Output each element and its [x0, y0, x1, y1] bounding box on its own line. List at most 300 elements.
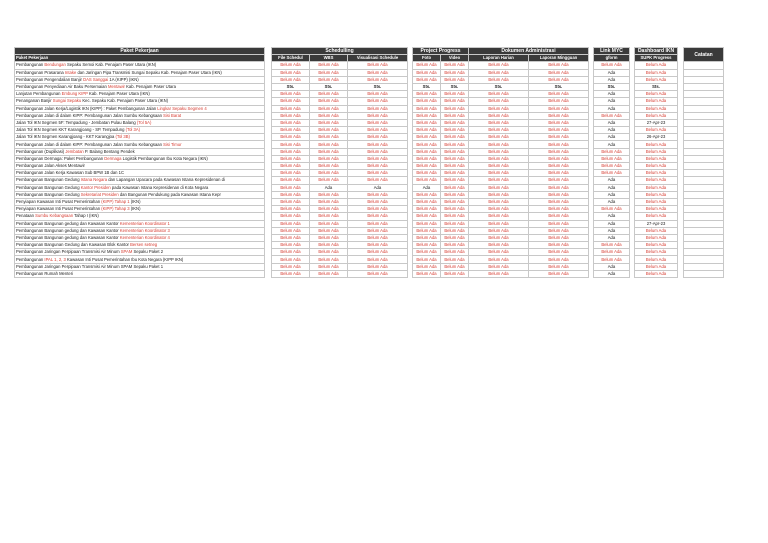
- gform-cell[interactable]: Ada: [594, 263, 630, 270]
- paket-name-cell[interactable]: [15, 242, 265, 249]
- foto-cell[interactable]: Belum Ada: [413, 213, 441, 220]
- video-cell[interactable]: Belum Ada: [441, 127, 469, 134]
- file-schedul-cell[interactable]: Belum Ada: [272, 256, 310, 263]
- gform-cell[interactable]: Ada: [594, 141, 630, 148]
- wbs-cell[interactable]: Belum Ada: [310, 170, 348, 177]
- visualisasi-cell[interactable]: Belum Ada: [348, 155, 408, 162]
- laporan-mingguan-cell[interactable]: Belum Ada: [529, 249, 589, 256]
- foto-cell[interactable]: Belum Ada: [413, 127, 441, 134]
- wbs-cell[interactable]: Belum Ada: [310, 270, 348, 277]
- catatan-cell[interactable]: [684, 234, 724, 241]
- laporan-harian-cell[interactable]: Belum Ada: [469, 191, 529, 198]
- wbs-cell[interactable]: Belum Ada: [310, 234, 348, 241]
- file-schedul-cell[interactable]: Belum Ada: [272, 270, 310, 277]
- laporan-mingguan-cell[interactable]: Belum Ada: [529, 213, 589, 220]
- file-schedul-cell[interactable]: Belum Ada: [272, 198, 310, 205]
- wbs-cell[interactable]: Belum Ada: [310, 127, 348, 134]
- file-schedul-cell[interactable]: Belum Ada: [272, 206, 310, 213]
- video-cell[interactable]: Belum Ada: [441, 242, 469, 249]
- laporan-mingguan-cell[interactable]: Belum Ada: [529, 91, 589, 98]
- foto-cell[interactable]: Belum Ada: [413, 119, 441, 126]
- paket-name-cell[interactable]: [15, 163, 265, 170]
- video-cell[interactable]: Belum Ada: [441, 112, 469, 119]
- video-cell[interactable]: Belum Ada: [441, 184, 469, 191]
- supk-progress-cell[interactable]: Belum Ada: [635, 127, 678, 134]
- gform-cell[interactable]: Belum Ada: [594, 170, 630, 177]
- laporan-harian-cell[interactable]: Belum Ada: [469, 234, 529, 241]
- gform-cell[interactable]: Belum Ada: [594, 155, 630, 162]
- laporan-harian-cell[interactable]: Belum Ada: [469, 134, 529, 141]
- video-cell[interactable]: Belum Ada: [441, 76, 469, 83]
- laporan-harian-cell[interactable]: Belum Ada: [469, 263, 529, 270]
- gform-cell[interactable]: Ada: [594, 220, 630, 227]
- foto-cell[interactable]: Belum Ada: [413, 91, 441, 98]
- laporan-mingguan-cell[interactable]: Belum Ada: [529, 105, 589, 112]
- paket-name-cell[interactable]: [15, 112, 265, 119]
- gform-cell[interactable]: Ada: [594, 227, 630, 234]
- visualisasi-cell[interactable]: Belum Ada: [348, 227, 408, 234]
- gform-cell[interactable]: Ada: [594, 184, 630, 191]
- supk-progress-cell[interactable]: 27-Apr-23: [635, 220, 678, 227]
- gform-cell[interactable]: Ada: [594, 134, 630, 141]
- file-schedul-cell[interactable]: Belum Ada: [272, 127, 310, 134]
- foto-cell[interactable]: Belum Ada: [413, 141, 441, 148]
- catatan-cell[interactable]: [684, 198, 724, 205]
- laporan-mingguan-cell[interactable]: Belum Ada: [529, 177, 589, 184]
- paket-name-cell[interactable]: [15, 62, 265, 69]
- visualisasi-cell[interactable]: Belum Ada: [348, 98, 408, 105]
- paket-name-cell[interactable]: [15, 263, 265, 270]
- wbs-cell[interactable]: Belum Ada: [310, 155, 348, 162]
- foto-cell[interactable]: Belum Ada: [413, 198, 441, 205]
- paket-name-cell[interactable]: [15, 141, 265, 148]
- wbs-cell[interactable]: Belum Ada: [310, 191, 348, 198]
- laporan-mingguan-cell[interactable]: Belum Ada: [529, 170, 589, 177]
- laporan-mingguan-cell[interactable]: Belum Ada: [529, 198, 589, 205]
- gform-cell[interactable]: Ada: [594, 191, 630, 198]
- video-cell[interactable]: Belum Ada: [441, 263, 469, 270]
- foto-cell[interactable]: Belum Ada: [413, 76, 441, 83]
- laporan-mingguan-cell[interactable]: Belum Ada: [529, 256, 589, 263]
- foto-cell[interactable]: Belum Ada: [413, 242, 441, 249]
- file-schedul-cell[interactable]: Belum Ada: [272, 148, 310, 155]
- gform-cell[interactable]: Ada: [594, 213, 630, 220]
- supk-progress-cell[interactable]: Belum Ada: [635, 213, 678, 220]
- file-schedul-cell[interactable]: Belum Ada: [272, 234, 310, 241]
- supk-progress-cell[interactable]: Belum Ada: [635, 163, 678, 170]
- visualisasi-cell[interactable]: Belum Ada: [348, 127, 408, 134]
- supk-progress-cell[interactable]: Belum Ada: [635, 263, 678, 270]
- file-schedul-cell[interactable]: Belum Ada: [272, 177, 310, 184]
- supk-progress-cell[interactable]: Belum Ada: [635, 184, 678, 191]
- gform-cell[interactable]: Belum Ada: [594, 256, 630, 263]
- file-schedul-cell[interactable]: Belum Ada: [272, 220, 310, 227]
- video-cell[interactable]: Belum Ada: [441, 256, 469, 263]
- wbs-cell[interactable]: Belum Ada: [310, 256, 348, 263]
- catatan-cell[interactable]: [684, 119, 724, 126]
- catatan-cell[interactable]: [684, 227, 724, 234]
- visualisasi-cell[interactable]: Belum Ada: [348, 148, 408, 155]
- laporan-harian-cell[interactable]: Belum Ada: [469, 62, 529, 69]
- wbs-cell[interactable]: Belum Ada: [310, 242, 348, 249]
- visualisasi-cell[interactable]: Belum Ada: [348, 141, 408, 148]
- supk-progress-cell[interactable]: Belum Ada: [635, 105, 678, 112]
- video-cell[interactable]: Belum Ada: [441, 206, 469, 213]
- laporan-mingguan-cell[interactable]: Belum Ada: [529, 112, 589, 119]
- video-cell[interactable]: Belum Ada: [441, 227, 469, 234]
- visualisasi-cell[interactable]: Belum Ada: [348, 76, 408, 83]
- catatan-cell[interactable]: [684, 155, 724, 162]
- laporan-harian-cell[interactable]: Belum Ada: [469, 127, 529, 134]
- foto-cell[interactable]: Belum Ada: [413, 227, 441, 234]
- foto-cell[interactable]: Belum Ada: [413, 177, 441, 184]
- catatan-cell[interactable]: [684, 127, 724, 134]
- paket-name-cell[interactable]: [15, 249, 265, 256]
- laporan-mingguan-cell[interactable]: Belum Ada: [529, 69, 589, 76]
- laporan-harian-cell[interactable]: Belum Ada: [469, 177, 529, 184]
- gform-cell[interactable]: Belum Ada: [594, 62, 630, 69]
- video-cell[interactable]: Belum Ada: [441, 198, 469, 205]
- paket-name-cell[interactable]: [15, 83, 265, 90]
- visualisasi-cell[interactable]: Belum Ada: [348, 249, 408, 256]
- wbs-cell[interactable]: Belum Ada: [310, 62, 348, 69]
- file-schedul-cell[interactable]: Belum Ada: [272, 141, 310, 148]
- wbs-cell[interactable]: Belum Ada: [310, 206, 348, 213]
- video-cell[interactable]: Belum Ada: [441, 213, 469, 220]
- laporan-mingguan-cell[interactable]: Belum Ada: [529, 206, 589, 213]
- visualisasi-cell[interactable]: Belum Ada: [348, 91, 408, 98]
- paket-name-cell[interactable]: [15, 98, 265, 105]
- paket-name-cell[interactable]: [15, 191, 265, 198]
- paket-name-cell[interactable]: [15, 105, 265, 112]
- laporan-mingguan-cell[interactable]: Belum Ada: [529, 220, 589, 227]
- paket-name-cell[interactable]: [15, 270, 265, 277]
- video-cell[interactable]: Belum Ada: [441, 141, 469, 148]
- paket-name-cell[interactable]: [15, 91, 265, 98]
- laporan-mingguan-cell[interactable]: Belum Ada: [529, 127, 589, 134]
- laporan-harian-cell[interactable]: Sts.: [469, 83, 529, 90]
- laporan-harian-cell[interactable]: Belum Ada: [469, 198, 529, 205]
- gform-cell[interactable]: Ada: [594, 119, 630, 126]
- catatan-cell[interactable]: [684, 213, 724, 220]
- gform-cell[interactable]: Belum Ada: [594, 163, 630, 170]
- visualisasi-cell[interactable]: Belum Ada: [348, 270, 408, 277]
- wbs-cell[interactable]: Ada: [310, 184, 348, 191]
- laporan-harian-cell[interactable]: Belum Ada: [469, 148, 529, 155]
- paket-name-cell[interactable]: [15, 69, 265, 76]
- gform-cell[interactable]: Ada: [594, 69, 630, 76]
- video-cell[interactable]: Belum Ada: [441, 148, 469, 155]
- wbs-cell[interactable]: Belum Ada: [310, 91, 348, 98]
- wbs-cell[interactable]: Belum Ada: [310, 134, 348, 141]
- video-cell[interactable]: Belum Ada: [441, 234, 469, 241]
- catatan-cell[interactable]: [684, 270, 724, 277]
- catatan-cell[interactable]: [684, 163, 724, 170]
- catatan-cell[interactable]: [684, 177, 724, 184]
- gform-cell[interactable]: Ada: [594, 76, 630, 83]
- supk-progress-cell[interactable]: Belum Ada: [635, 170, 678, 177]
- foto-cell[interactable]: Belum Ada: [413, 112, 441, 119]
- wbs-cell[interactable]: Belum Ada: [310, 148, 348, 155]
- gform-cell[interactable]: Ada: [594, 177, 630, 184]
- visualisasi-cell[interactable]: Belum Ada: [348, 242, 408, 249]
- gform-cell[interactable]: Ada: [594, 234, 630, 241]
- foto-cell[interactable]: Belum Ada: [413, 134, 441, 141]
- supk-progress-cell[interactable]: Belum Ada: [635, 249, 678, 256]
- video-cell[interactable]: Belum Ada: [441, 105, 469, 112]
- file-schedul-cell[interactable]: Belum Ada: [272, 62, 310, 69]
- wbs-cell[interactable]: Belum Ada: [310, 98, 348, 105]
- foto-cell[interactable]: Ada: [413, 184, 441, 191]
- gform-cell[interactable]: Ada: [594, 105, 630, 112]
- gform-cell[interactable]: Belum Ada: [594, 112, 630, 119]
- video-cell[interactable]: Belum Ada: [441, 98, 469, 105]
- visualisasi-cell[interactable]: Belum Ada: [348, 112, 408, 119]
- foto-cell[interactable]: Belum Ada: [413, 191, 441, 198]
- laporan-harian-cell[interactable]: Belum Ada: [469, 155, 529, 162]
- catatan-cell[interactable]: [684, 170, 724, 177]
- supk-progress-cell[interactable]: Belum Ada: [635, 242, 678, 249]
- laporan-harian-cell[interactable]: Belum Ada: [469, 242, 529, 249]
- catatan-cell[interactable]: [684, 98, 724, 105]
- file-schedul-cell[interactable]: Belum Ada: [272, 249, 310, 256]
- catatan-cell[interactable]: [684, 256, 724, 263]
- video-cell[interactable]: Belum Ada: [441, 163, 469, 170]
- wbs-cell[interactable]: Sts.: [310, 83, 348, 90]
- laporan-mingguan-cell[interactable]: Belum Ada: [529, 234, 589, 241]
- video-cell[interactable]: Belum Ada: [441, 270, 469, 277]
- file-schedul-cell[interactable]: Belum Ada: [272, 155, 310, 162]
- laporan-mingguan-cell[interactable]: Belum Ada: [529, 98, 589, 105]
- laporan-harian-cell[interactable]: Belum Ada: [469, 141, 529, 148]
- visualisasi-cell[interactable]: Belum Ada: [348, 62, 408, 69]
- laporan-harian-cell[interactable]: Belum Ada: [469, 270, 529, 277]
- supk-progress-cell[interactable]: Belum Ada: [635, 141, 678, 148]
- file-schedul-cell[interactable]: Belum Ada: [272, 134, 310, 141]
- paket-name-cell[interactable]: [15, 155, 265, 162]
- laporan-harian-cell[interactable]: Belum Ada: [469, 163, 529, 170]
- video-cell[interactable]: Belum Ada: [441, 62, 469, 69]
- foto-cell[interactable]: Belum Ada: [413, 256, 441, 263]
- gform-cell[interactable]: Ada: [594, 127, 630, 134]
- paket-name-cell[interactable]: [15, 134, 265, 141]
- gform-cell[interactable]: Ada: [594, 270, 630, 277]
- supk-progress-cell[interactable]: Belum Ada: [635, 155, 678, 162]
- paket-name-cell[interactable]: [15, 184, 265, 191]
- laporan-harian-cell[interactable]: Belum Ada: [469, 76, 529, 83]
- supk-progress-cell[interactable]: Belum Ada: [635, 177, 678, 184]
- foto-cell[interactable]: Sts.: [413, 83, 441, 90]
- laporan-mingguan-cell[interactable]: Belum Ada: [529, 184, 589, 191]
- visualisasi-cell[interactable]: Belum Ada: [348, 234, 408, 241]
- wbs-cell[interactable]: Belum Ada: [310, 177, 348, 184]
- video-cell[interactable]: Belum Ada: [441, 155, 469, 162]
- gform-cell[interactable]: Sts.: [594, 83, 630, 90]
- foto-cell[interactable]: Belum Ada: [413, 220, 441, 227]
- laporan-mingguan-cell[interactable]: Belum Ada: [529, 62, 589, 69]
- visualisasi-cell[interactable]: Belum Ada: [348, 263, 408, 270]
- supk-progress-cell[interactable]: Belum Ada: [635, 76, 678, 83]
- foto-cell[interactable]: Belum Ada: [413, 206, 441, 213]
- wbs-cell[interactable]: Belum Ada: [310, 163, 348, 170]
- visualisasi-cell[interactable]: Belum Ada: [348, 198, 408, 205]
- catatan-cell[interactable]: [684, 191, 724, 198]
- supk-progress-cell[interactable]: Belum Ada: [635, 234, 678, 241]
- catatan-cell[interactable]: [684, 76, 724, 83]
- catatan-cell[interactable]: [684, 206, 724, 213]
- catatan-cell[interactable]: [684, 112, 724, 119]
- file-schedul-cell[interactable]: Sts.: [272, 83, 310, 90]
- catatan-cell[interactable]: [684, 220, 724, 227]
- visualisasi-cell[interactable]: Belum Ada: [348, 191, 408, 198]
- file-schedul-cell[interactable]: Belum Ada: [272, 263, 310, 270]
- laporan-mingguan-cell[interactable]: Sts.: [529, 83, 589, 90]
- video-cell[interactable]: Belum Ada: [441, 69, 469, 76]
- foto-cell[interactable]: Belum Ada: [413, 105, 441, 112]
- gform-cell[interactable]: Ada: [594, 98, 630, 105]
- wbs-cell[interactable]: Belum Ada: [310, 105, 348, 112]
- visualisasi-cell[interactable]: Belum Ada: [348, 69, 408, 76]
- paket-name-cell[interactable]: [15, 220, 265, 227]
- wbs-cell[interactable]: Belum Ada: [310, 220, 348, 227]
- catatan-cell[interactable]: [684, 242, 724, 249]
- video-cell[interactable]: Belum Ada: [441, 170, 469, 177]
- wbs-cell[interactable]: Belum Ada: [310, 76, 348, 83]
- video-cell[interactable]: Sts.: [441, 83, 469, 90]
- paket-name-cell[interactable]: [15, 213, 265, 220]
- gform-cell[interactable]: Ada: [594, 198, 630, 205]
- laporan-harian-cell[interactable]: Belum Ada: [469, 170, 529, 177]
- file-schedul-cell[interactable]: Belum Ada: [272, 213, 310, 220]
- visualisasi-cell[interactable]: Belum Ada: [348, 177, 408, 184]
- laporan-harian-cell[interactable]: Belum Ada: [469, 91, 529, 98]
- file-schedul-cell[interactable]: Belum Ada: [272, 91, 310, 98]
- video-cell[interactable]: Belum Ada: [441, 220, 469, 227]
- visualisasi-cell[interactable]: Belum Ada: [348, 220, 408, 227]
- gform-cell[interactable]: Belum Ada: [594, 242, 630, 249]
- foto-cell[interactable]: Belum Ada: [413, 170, 441, 177]
- foto-cell[interactable]: Belum Ada: [413, 69, 441, 76]
- paket-name-cell[interactable]: [15, 206, 265, 213]
- laporan-harian-cell[interactable]: Belum Ada: [469, 227, 529, 234]
- supk-progress-cell[interactable]: Sts.: [635, 83, 678, 90]
- laporan-mingguan-cell[interactable]: Belum Ada: [529, 191, 589, 198]
- file-schedul-cell[interactable]: Belum Ada: [272, 105, 310, 112]
- file-schedul-cell[interactable]: Belum Ada: [272, 76, 310, 83]
- foto-cell[interactable]: Belum Ada: [413, 62, 441, 69]
- file-schedul-cell[interactable]: Belum Ada: [272, 98, 310, 105]
- file-schedul-cell[interactable]: Belum Ada: [272, 184, 310, 191]
- laporan-harian-cell[interactable]: Belum Ada: [469, 220, 529, 227]
- supk-progress-cell[interactable]: Belum Ada: [635, 191, 678, 198]
- gform-cell[interactable]: Belum Ada: [594, 206, 630, 213]
- laporan-harian-cell[interactable]: Belum Ada: [469, 69, 529, 76]
- supk-progress-cell[interactable]: 27-Apr-23: [635, 119, 678, 126]
- gform-cell[interactable]: Ada: [594, 91, 630, 98]
- visualisasi-cell[interactable]: Belum Ada: [348, 119, 408, 126]
- visualisasi-cell[interactable]: Belum Ada: [348, 170, 408, 177]
- supk-progress-cell[interactable]: 26-Apr-23: [635, 134, 678, 141]
- laporan-mingguan-cell[interactable]: Belum Ada: [529, 76, 589, 83]
- foto-cell[interactable]: Belum Ada: [413, 249, 441, 256]
- wbs-cell[interactable]: Belum Ada: [310, 227, 348, 234]
- file-schedul-cell[interactable]: Belum Ada: [272, 227, 310, 234]
- catatan-cell[interactable]: [684, 249, 724, 256]
- laporan-harian-cell[interactable]: Belum Ada: [469, 98, 529, 105]
- file-schedul-cell[interactable]: Belum Ada: [272, 242, 310, 249]
- supk-progress-cell[interactable]: Belum Ada: [635, 91, 678, 98]
- file-schedul-cell[interactable]: Belum Ada: [272, 191, 310, 198]
- video-cell[interactable]: Belum Ada: [441, 91, 469, 98]
- gform-cell[interactable]: Belum Ada: [594, 249, 630, 256]
- laporan-mingguan-cell[interactable]: Belum Ada: [529, 155, 589, 162]
- supk-progress-cell[interactable]: Belum Ada: [635, 62, 678, 69]
- catatan-cell[interactable]: [684, 148, 724, 155]
- laporan-mingguan-cell[interactable]: Belum Ada: [529, 119, 589, 126]
- wbs-cell[interactable]: Belum Ada: [310, 119, 348, 126]
- foto-cell[interactable]: Belum Ada: [413, 98, 441, 105]
- paket-name-cell[interactable]: [15, 227, 265, 234]
- laporan-mingguan-cell[interactable]: Belum Ada: [529, 242, 589, 249]
- supk-progress-cell[interactable]: Belum Ada: [635, 198, 678, 205]
- supk-progress-cell[interactable]: Belum Ada: [635, 256, 678, 263]
- video-cell[interactable]: Belum Ada: [441, 249, 469, 256]
- visualisasi-cell[interactable]: Belum Ada: [348, 206, 408, 213]
- laporan-harian-cell[interactable]: Belum Ada: [469, 249, 529, 256]
- laporan-mingguan-cell[interactable]: Belum Ada: [529, 263, 589, 270]
- catatan-cell[interactable]: [684, 134, 724, 141]
- file-schedul-cell[interactable]: Belum Ada: [272, 69, 310, 76]
- catatan-cell[interactable]: [684, 69, 724, 76]
- foto-cell[interactable]: Belum Ada: [413, 155, 441, 162]
- laporan-mingguan-cell[interactable]: Belum Ada: [529, 227, 589, 234]
- laporan-mingguan-cell[interactable]: Belum Ada: [529, 134, 589, 141]
- supk-progress-cell[interactable]: Belum Ada: [635, 227, 678, 234]
- video-cell[interactable]: Belum Ada: [441, 191, 469, 198]
- file-schedul-cell[interactable]: Belum Ada: [272, 119, 310, 126]
- laporan-mingguan-cell[interactable]: Belum Ada: [529, 163, 589, 170]
- visualisasi-cell[interactable]: Belum Ada: [348, 134, 408, 141]
- laporan-harian-cell[interactable]: Belum Ada: [469, 256, 529, 263]
- catatan-cell[interactable]: [684, 263, 724, 270]
- supk-progress-cell[interactable]: Belum Ada: [635, 112, 678, 119]
- laporan-mingguan-cell[interactable]: Belum Ada: [529, 141, 589, 148]
- visualisasi-cell[interactable]: Belum Ada: [348, 213, 408, 220]
- supk-progress-cell[interactable]: Belum Ada: [635, 69, 678, 76]
- wbs-cell[interactable]: Belum Ada: [310, 249, 348, 256]
- laporan-harian-cell[interactable]: Belum Ada: [469, 105, 529, 112]
- paket-name-cell[interactable]: [15, 148, 265, 155]
- visualisasi-cell[interactable]: Ada: [348, 184, 408, 191]
- catatan-cell[interactable]: [684, 83, 724, 90]
- supk-progress-cell[interactable]: Belum Ada: [635, 270, 678, 277]
- laporan-harian-cell[interactable]: Belum Ada: [469, 119, 529, 126]
- paket-name-cell[interactable]: [15, 76, 265, 83]
- supk-progress-cell[interactable]: Belum Ada: [635, 206, 678, 213]
- file-schedul-cell[interactable]: Belum Ada: [272, 163, 310, 170]
- foto-cell[interactable]: Belum Ada: [413, 270, 441, 277]
- visualisasi-cell[interactable]: Sts.: [348, 83, 408, 90]
- gform-cell[interactable]: Belum Ada: [594, 148, 630, 155]
- visualisasi-cell[interactable]: Belum Ada: [348, 105, 408, 112]
- foto-cell[interactable]: Belum Ada: [413, 148, 441, 155]
- paket-name-cell[interactable]: [15, 234, 265, 241]
- catatan-cell[interactable]: [684, 141, 724, 148]
- catatan-cell[interactable]: [684, 105, 724, 112]
- wbs-cell[interactable]: Belum Ada: [310, 112, 348, 119]
- catatan-cell[interactable]: [684, 91, 724, 98]
- paket-name-cell[interactable]: [15, 127, 265, 134]
